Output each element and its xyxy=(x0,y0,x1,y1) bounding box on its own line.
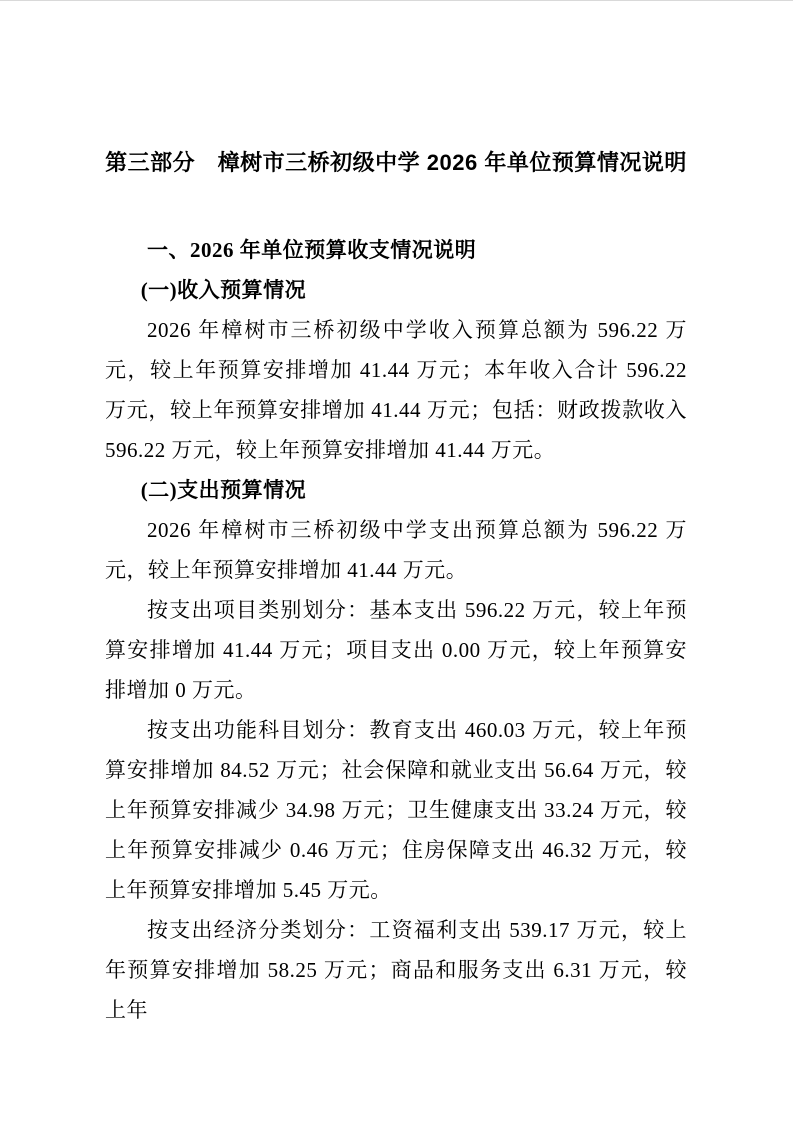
expenditure-by-function-paragraph: 按支出功能科目划分：教育支出 460.03 万元，较上年预算安排增加 84.52 万元；社会保障和就业支出 56.64 万元，较上年预算安排减少 34.98 万元；卫生健康支出 33.24 万元，较上年预算安排减少 0.46 万元；住房保障支出 46.32 万元，较上年预算安排增加 5.45 万元。 xyxy=(105,718,687,902)
expenditure-by-project-type-paragraph: 按支出项目类别划分：基本支出 596.22 万元，较上年预算安排增加 41.44 万元；项目支出 0.00 万元，较上年预算安排增加 0 万元。 xyxy=(105,598,687,702)
section-heading-budget-overview: 一、2026 年单位预算收支情况说明 xyxy=(147,238,477,262)
document-title: 第三部分 樟树市三桥初级中学 2026 年单位预算情况说明 xyxy=(105,150,687,175)
page-content xyxy=(105,1,687,1030)
subsection-heading-expenditure: (二)支出预算情况 xyxy=(140,478,307,502)
income-paragraph: 2026 年樟树市三桥初级中学收入预算总额为 596.22 万元，较上年预算安排增加 41.44 万元；本年收入合计 596.22 万元，较上年预算安排增加 41.44 万元；包括：财政拨款收入 596.22 万元，较上年预算安排增加 41.44 万元。 xyxy=(105,318,687,462)
subsection-heading-income: (一)收入预算情况 xyxy=(140,278,307,302)
expenditure-total-paragraph: 2026 年樟树市三桥初级中学支出预算总额为 596.22 万元，较上年预算安排增加 41.44 万元。 xyxy=(105,518,687,582)
expenditure-by-economic-class-paragraph: 按支出经济分类划分：工资福利支出 539.17 万元，较上年预算安排增加 58.25 万元；商品和服务支出 6.31 万元，较上年 xyxy=(105,918,687,1022)
